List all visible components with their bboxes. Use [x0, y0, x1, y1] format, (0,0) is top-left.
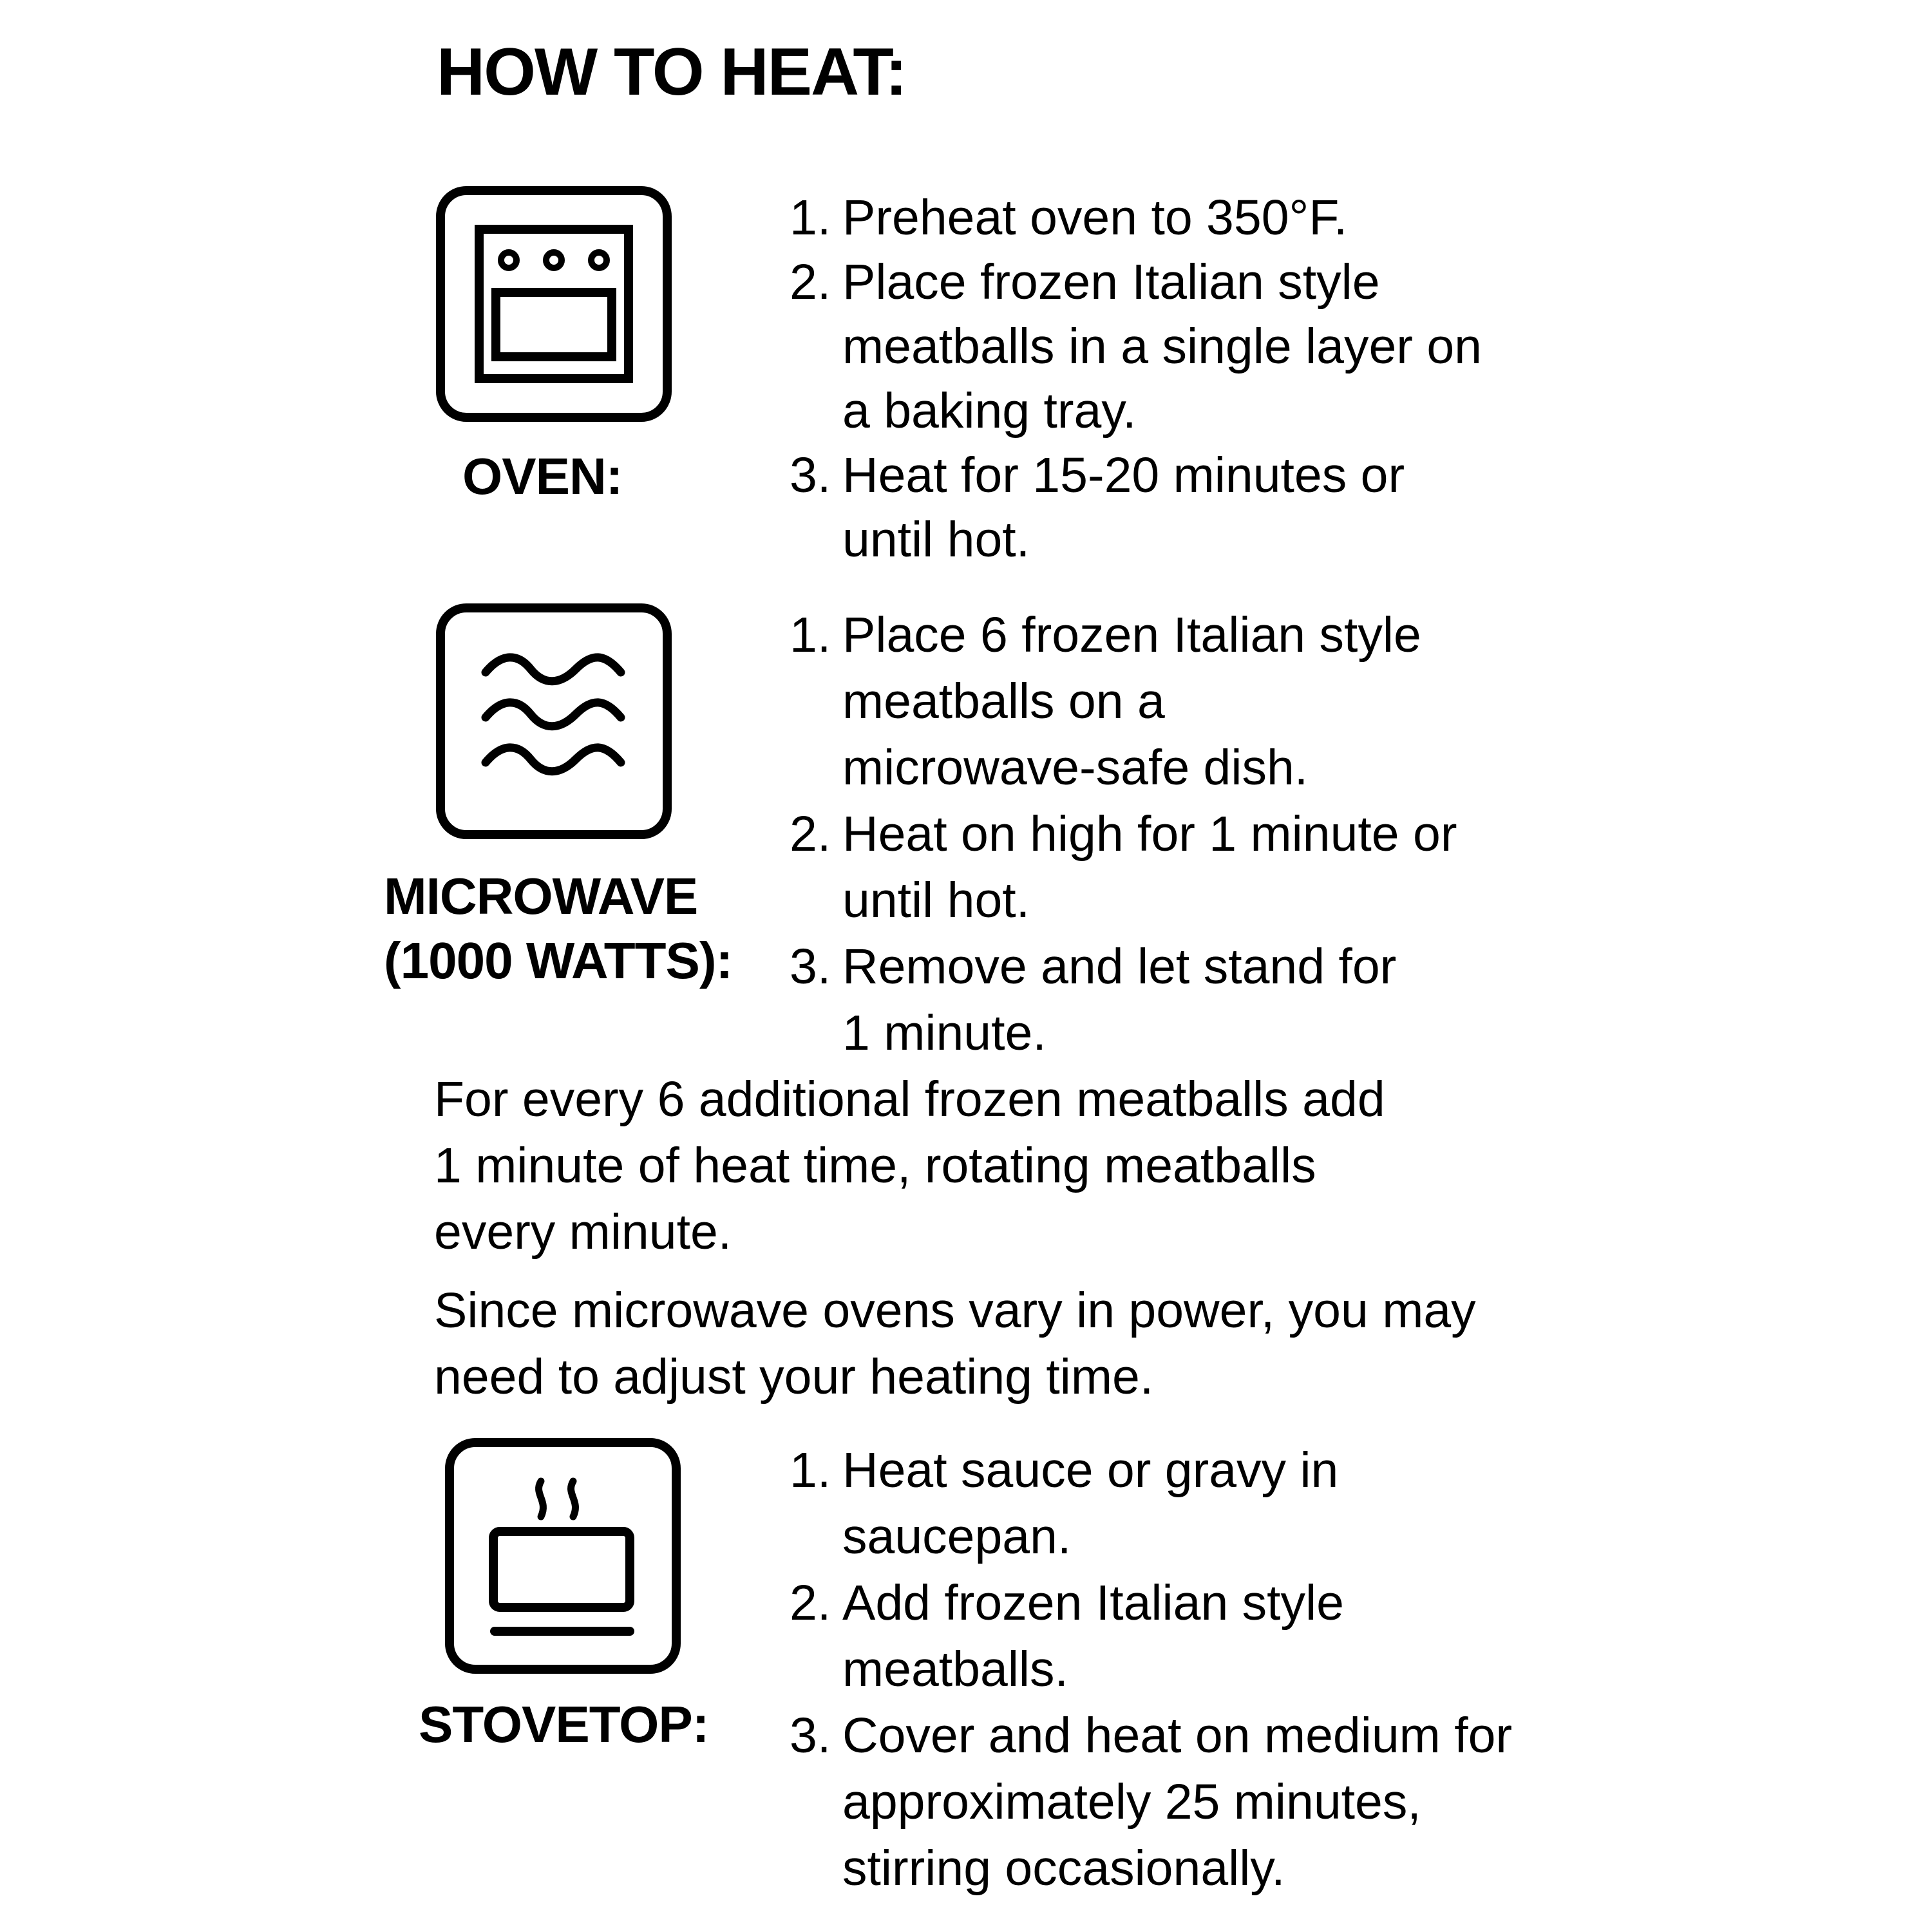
page-title: HOW TO HEAT:	[437, 35, 906, 109]
oven-step-1: 1. Preheat oven to 350°F.	[790, 190, 1348, 245]
stovetop-step-1: 1. Heat sauce or gravy in saucepan.	[790, 1443, 1339, 1564]
microwave-step-3: 3. Remove and let stand for 1 minute.	[790, 939, 1397, 1061]
microwave-label-line2: (1000 WATTS):	[384, 932, 733, 989]
oven-steps	[790, 185, 1482, 572]
stovetop-step-2: 2. Add frozen Italian style meatballs.	[790, 1575, 1344, 1697]
steaming-pot-icon	[443, 1436, 683, 1676]
stovetop-step-3: 3. Cover and heat on medium for approximately 25 minutes, stirring occasionally.	[790, 1708, 1513, 1896]
microwave-label	[384, 864, 732, 993]
microwave-waves-icon	[434, 601, 674, 841]
oven-icon	[434, 184, 674, 424]
oven-step-2: 2. Place frozen Italian style meatballs in a single layer on a baking tray.	[790, 254, 1482, 439]
microwave-note-power: Since microwave ovens vary in power, you may need to adjust your heating time.	[434, 1283, 1476, 1405]
microwave-label-line1: MICROWAVE	[384, 867, 698, 925]
stovetop-label: STOVETOP:	[419, 1696, 709, 1753]
microwave-note-additional: For every 6 additional frozen meatballs add 1 minute of heat time, rotating meatballs every minute.	[434, 1072, 1385, 1260]
oven-label: OVEN:	[462, 448, 623, 505]
stovetop-steps	[790, 1437, 1512, 1902]
oven-step-3: 3. Heat for 15-20 minutes or until hot.	[790, 448, 1405, 567]
microwave-step-2: 2. Heat on high for 1 minute or until hot.	[790, 806, 1457, 928]
microwave-step-1: 1. Place 6 frozen Italian style meatballs on a microwave-safe dish.	[790, 607, 1421, 795]
microwave-steps	[790, 602, 1457, 1066]
